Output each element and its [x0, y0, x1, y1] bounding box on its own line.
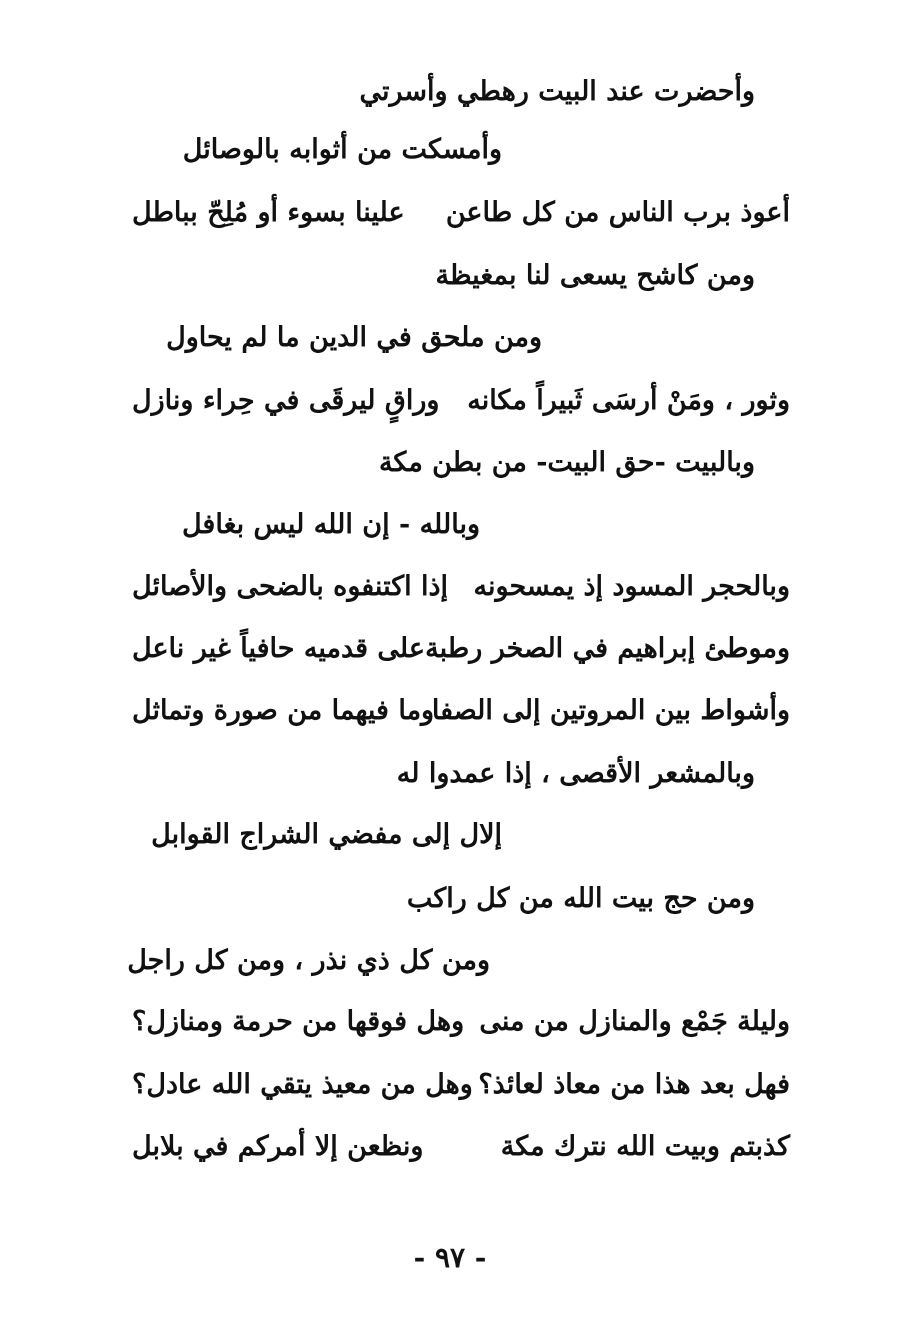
poem-line: ومن حج بيت الله من كل راكب: [406, 883, 755, 914]
verse-first-hemistich: كذبتم وبيت الله نترك مكة: [500, 1131, 790, 1162]
poem-line: وأحضرت عند البيت رهطي وأسرتي: [359, 76, 755, 107]
verse-second-hemistich: وهل من معيذ يتقي الله عادل؟: [132, 1069, 473, 1100]
verse-second-hemistich: وما فيهما من صورة وتماثل: [132, 695, 435, 726]
poem-line: وبالبيت -حق البيت- من بطن مكة: [378, 447, 755, 478]
verse-first-hemistich: وليلة جَمْع والمنازل من منى: [479, 1006, 790, 1037]
page-number: - ٩٧ -: [413, 1241, 487, 1274]
poem-line: وأمسكت من أثوابه بالوصائل: [182, 134, 502, 165]
poem-line: ومن كل ذي نذر ، ومن كل راجل: [127, 945, 490, 976]
verse-first-hemistich: فهل بعد هذا من معاذ لعائذ؟: [478, 1069, 790, 1100]
verse-second-hemistich: ونظعن إلا أمركم في بلابل: [132, 1131, 424, 1162]
poem-line: ومن كاشح يسعى لنا بمغيظة: [435, 260, 755, 291]
verse-first-hemistich: أعوذ برب الناس من كل طاعن: [445, 197, 790, 228]
verse-second-hemistich: وراقٍ ليرقَى في حِراء ونازل: [132, 385, 440, 416]
poem-line: ومن ملحق في الدين ما لم يحاول: [166, 322, 542, 353]
verse-second-hemistich: إذا اكتنفوه بالضحى والأصائل: [132, 571, 448, 602]
verse-first-hemistich: وبالحجر المسود إذ يمسحونه: [473, 571, 790, 602]
poem-line: وبالمشعر الأقصى ، إذا عمدوا له: [396, 758, 755, 789]
verse-second-hemistich: وهل فوقها من حرمة ومنازل؟: [132, 1006, 465, 1037]
poem-line: وبالله - إن الله ليس بغافل: [181, 509, 480, 540]
verse-first-hemistich: وموطئ إبراهيم في الصخر رطبة: [425, 633, 790, 664]
verse-second-hemistich: على قدميه حافياً غير ناعل: [132, 633, 425, 664]
verse-first-hemistich: وثور ، ومَنْ أرسَى ثَبيراً مكانه: [467, 385, 790, 416]
verse-second-hemistich: علينا بسوء أو مُلِحّ بباطل: [132, 197, 405, 228]
verse-first-hemistich: وأشواط بين المروتين إلى الصفا: [431, 695, 790, 726]
poem-line: إلال إلى مفضي الشراج القوابل: [151, 819, 502, 850]
